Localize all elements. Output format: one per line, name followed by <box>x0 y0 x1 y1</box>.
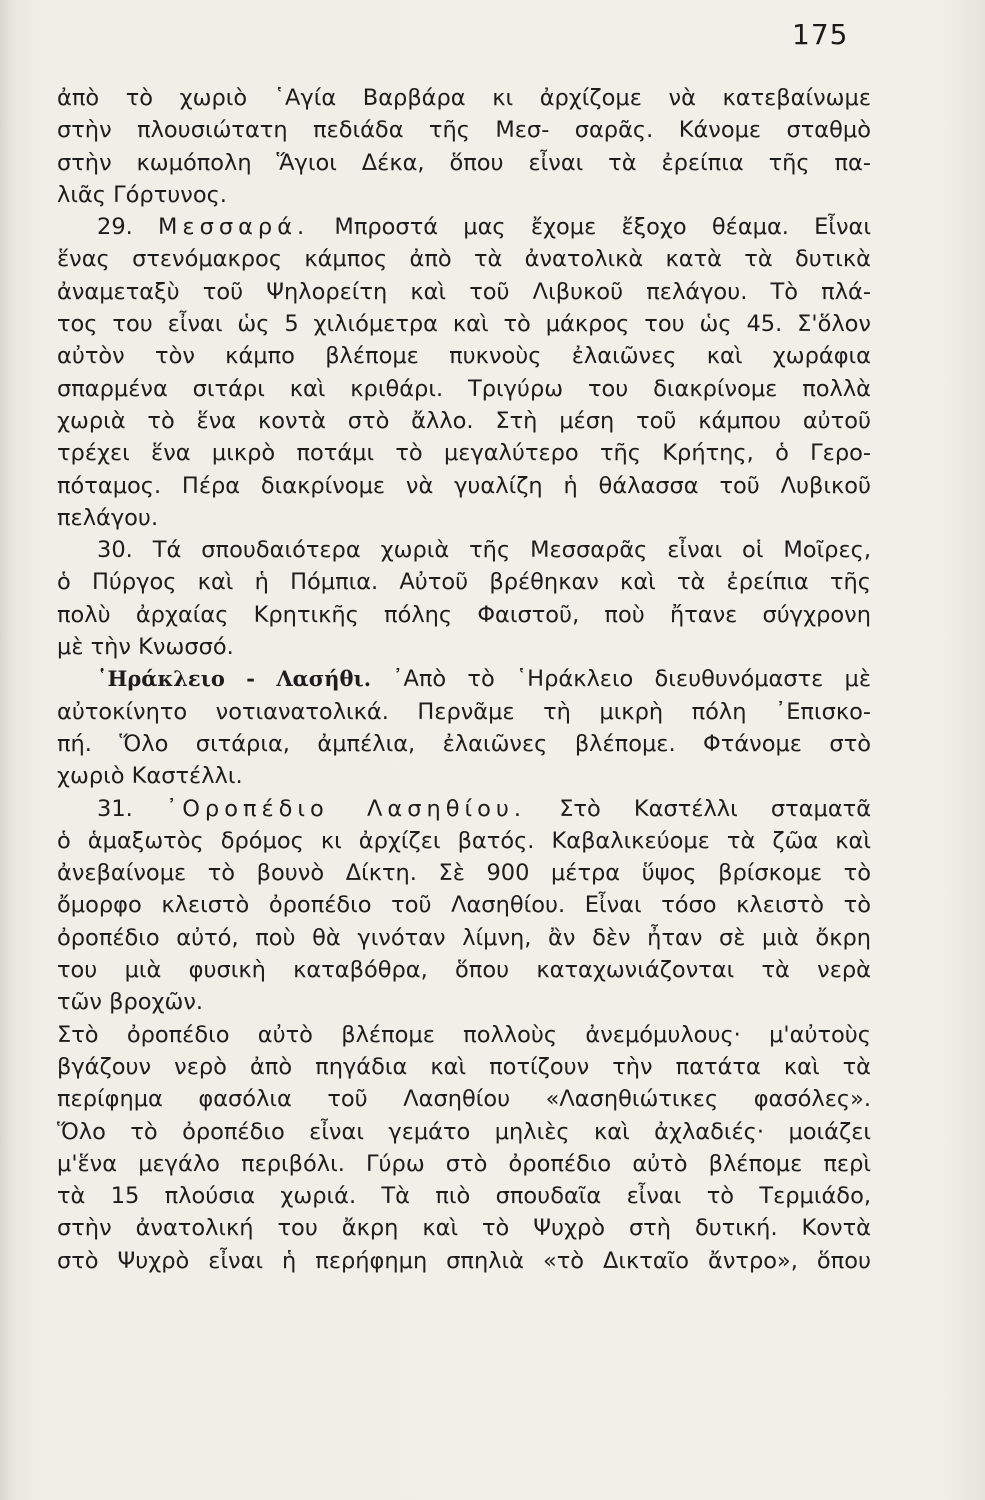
line-text: πελάγου. <box>57 504 159 531</box>
line-text: ὄμορφο κλειστὸ ὀροπέδιο τοῦ Λασηθίου. Εἶναι τόσο κλειστὸ τὸ <box>57 892 871 919</box>
text-line <box>57 1019 871 1051</box>
section-title: Μεσσαρά. <box>158 214 310 241</box>
line-text: τος του εἶναι ὡς 5 χιλιόμετρα καὶ τὸ μάκρος του ὡς 45. Σ'ὅλον <box>57 311 871 338</box>
text-line <box>57 340 871 372</box>
line-text: 30. Τά σπουδαιότερα χωριὰ τῆς Μεσσαρᾶς εἶναι οἱ Μοῖρες, <box>97 537 871 564</box>
section-number: 29. <box>97 214 158 241</box>
text-line <box>57 631 871 663</box>
line-text: ὁ ἁμαξωτὸς δρόμος κι ἀρχίζει βατός. Καβαλικεύομε τὰ ζῶα καὶ <box>57 827 871 854</box>
line-text: ἀναμεταξὺ τοῦ Ψηλορείτη καὶ τοῦ Λιβυκοῦ πελάγου. Τὸ πλά- <box>57 278 871 305</box>
text-line <box>57 1180 871 1212</box>
line-text: τῶν βροχῶν. <box>57 989 204 1016</box>
line-text: του μιὰ φυσικὴ καταβόθρα, ὅπου καταχωνιάζονται τὰ νερὰ <box>57 957 871 984</box>
text-line <box>57 1148 871 1180</box>
section-number: 31. <box>97 795 166 822</box>
text-line <box>57 954 871 986</box>
text-line <box>57 82 871 114</box>
text-line <box>57 1083 871 1115</box>
route-heading: ῾Ηράκλειο - Λασήθι. <box>97 666 372 692</box>
line-text: λιᾶς Γόρτυνος. <box>57 181 227 208</box>
line-text: στὴν πλουσιώτατη πεδιάδα τῆς Μεσ- σαρᾶς. Κάνομε σταθμὸ <box>57 117 871 144</box>
text-line <box>57 889 871 921</box>
line-text: βγάζουν νερὸ ἀπὸ πηγάδια καὶ ποτίζουν τὴν πατάτα καὶ τὰ <box>57 1053 871 1080</box>
text-line <box>57 1116 871 1148</box>
line-text: πολὺ ἀρχαίας Κρητικῆς πόλης Φαιστοῦ, ποὺ ἤτανε σύγχρονη <box>57 601 871 628</box>
page-number: 175 <box>792 18 849 51</box>
line-text: στὴν κωμόπολη Ἅγιοι Δέκα, ὅπου εἶναι τὰ ἐρείπια τῆς πα- <box>57 149 871 176</box>
body-text <box>57 82 871 1277</box>
text-line <box>57 857 871 889</box>
line-text: πόταμος. Πέρα διακρίνομε νὰ γυαλίζη ἡ θάλασσα τοῦ Λυβικοῦ <box>57 472 871 499</box>
text-line <box>57 405 871 437</box>
text-line <box>57 502 871 534</box>
text-line <box>57 147 871 179</box>
text-line <box>57 760 871 792</box>
text-line <box>57 825 871 857</box>
line-text: Στὸ ὀροπέδιο αὐτὸ βλέπομε πολλοὺς ἀνεμόμυλους· μ'αὐτοὺς <box>57 1021 871 1048</box>
line-text: πή. Ὅλο σιτάρια, ἀμπέλια, ἐλαιῶνες βλέπομε. Φτάνομε στὸ <box>57 730 871 757</box>
line-text: Στὸ Καστέλλι σταματᾶ <box>559 795 872 822</box>
line-text: ἀπὸ τὸ χωριὸ ῾Αγία Βαρβάρα κι ἀρχίζομε νὰ κατεβαίνωμε <box>57 85 871 111</box>
line-text: ἀνεβαίνομε τὸ βουνὸ Δίκτη. Σὲ 900 μέτρα ὕψος βρίσκομε τὸ <box>57 860 871 887</box>
text-line <box>57 1212 871 1244</box>
text-line <box>57 437 871 469</box>
text-line <box>57 308 871 340</box>
line-text: στὸ Ψυχρὸ εἶναι ἡ περήφημη σπηλιὰ «τὸ Δικταῖο ἄντρο», ὅπου <box>57 1247 871 1274</box>
text-line <box>57 599 871 631</box>
line-text: ἕνας στενόμακρος κάμπος ἀπὸ τὰ ἀνατολικὰ κατὰ τὰ δυτικὰ <box>57 246 871 273</box>
line-text: μ'ἕνα μεγάλο περιβόλι. Γύρω στὸ ὀροπέδιο αὐτὸ βλέπομε περὶ <box>57 1150 871 1177</box>
text-line <box>57 663 871 695</box>
line-text: μὲ τὴν Κνωσσό. <box>57 634 234 661</box>
text-line <box>57 243 871 275</box>
section-title: ᾿Οροπέδιο Λασηθίου. <box>165 795 527 822</box>
line-text: χωριὰ τὸ ἕνα κοντὰ στὸ ἄλλο. Στὴ μέση τοῦ κάμπου αὐτοῦ <box>57 407 871 434</box>
line-text: Μπροστά μας ἔχομε ἔξοχο θέαμα. Εἶναι <box>334 214 871 241</box>
text-line <box>57 1051 871 1083</box>
text-line <box>57 373 871 405</box>
line-text: ὀροπέδιο αὐτό, ποὺ θὰ γινόταν λίμνη, ἂν δὲν ἦταν σὲ μιὰ ὄκρη <box>57 924 871 951</box>
text-line <box>57 114 871 146</box>
text-line <box>57 986 871 1018</box>
text-line <box>57 534 871 566</box>
text-line <box>57 566 871 598</box>
line-text: αὐτοκίνητο νοτιανατολικά. Περνᾶμε τὴ μικρὴ πόλη ᾿Επισκο- <box>57 698 871 725</box>
line-text: σπαρμένα σιτάρι καὶ κριθάρι. Τριγύρω του διακρίνομε πολλὰ <box>57 375 871 402</box>
line-text: Ὅλο τὸ ὀροπέδιο εἶναι γεμάτο μηλιὲς καὶ ἀχλαδιές· μοιάζει <box>57 1118 871 1145</box>
text-line <box>57 470 871 502</box>
text-line <box>57 793 871 825</box>
text-line <box>57 922 871 954</box>
line-text: χωριὸ Καστέλλι. <box>57 763 243 790</box>
line-text: στὴν ἀνατολική του ἄκρη καὶ τὸ Ψυχρὸ στὴ δυτική. Κοντὰ <box>57 1215 871 1242</box>
line-text: τρέχει ἕνα μικρὸ ποτάμι τὸ μεγαλύτερο τῆς Κρήτης, ὁ Γερο- <box>57 440 871 467</box>
line-text: περίφημα φασόλια τοῦ Λασηθίου «Λασηθιώτικες φασόλες». <box>57 1086 871 1113</box>
line-text: αὐτὸν τὸν κάμπο βλέπομε πυκνοὺς ἐλαιῶνες καὶ χωράφια <box>57 343 871 370</box>
text-line <box>57 728 871 760</box>
line-text: ᾿Απὸ τὸ ῾Ηράκλειο διευθυνόμαστε μὲ <box>392 666 872 693</box>
line-text: τὰ 15 πλούσια χωριά. Τὰ πιὸ σπουδαῖα εἶναι τὸ Τερμιάδο, <box>57 1183 871 1210</box>
text-line <box>57 211 871 243</box>
text-line <box>57 276 871 308</box>
text-line <box>57 179 871 211</box>
text-line <box>57 1245 871 1277</box>
line-text: ὁ Πύργος καὶ ἡ Πόμπια. Αὐτοῦ βρέθηκαν καὶ τὰ ἐρείπια τῆς <box>57 569 871 596</box>
text-line <box>57 696 871 728</box>
